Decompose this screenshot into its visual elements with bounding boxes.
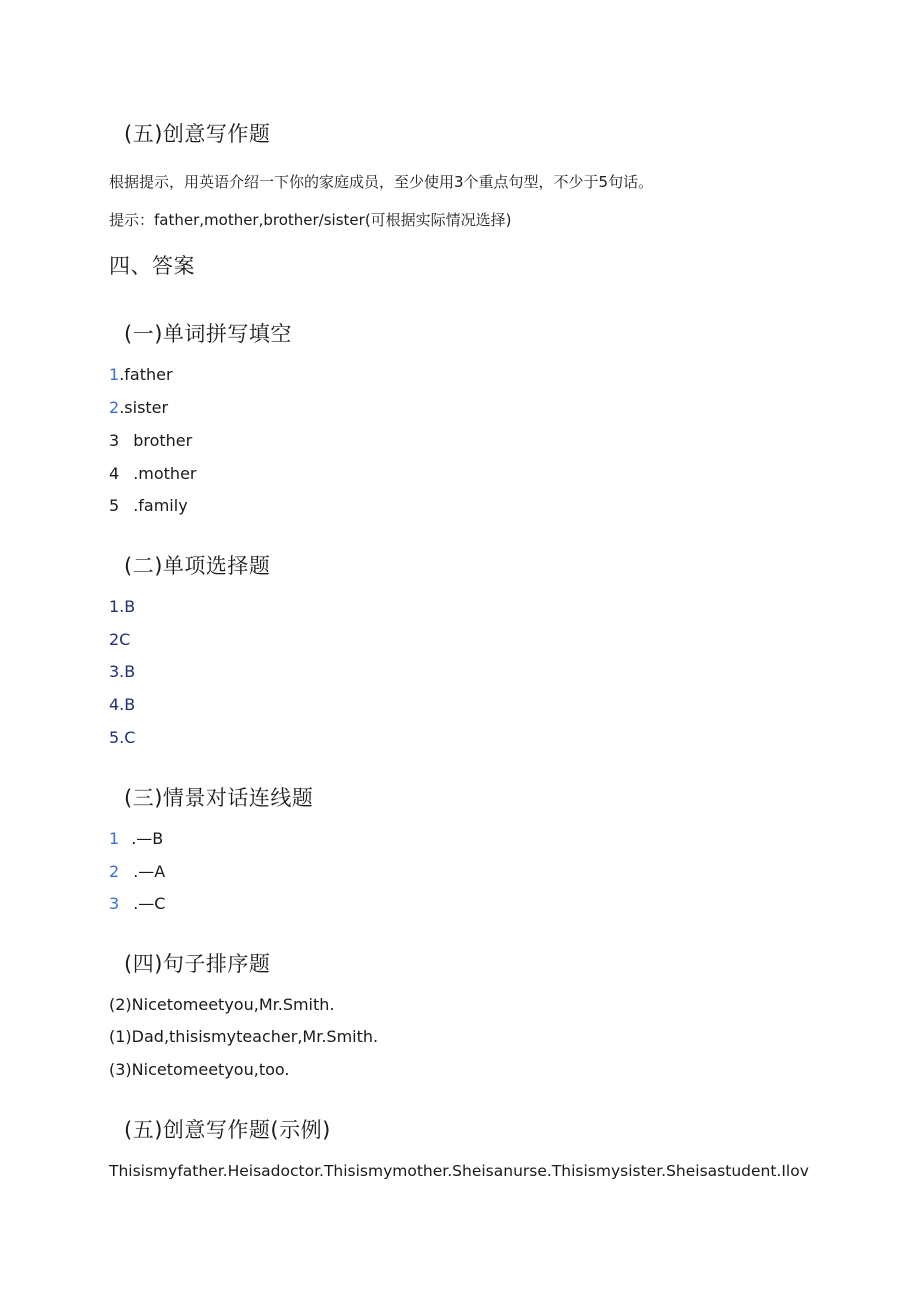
matching-answer-number: 1 [109, 829, 120, 848]
choice-answer-2: 2C [109, 630, 131, 649]
matching-answer-number: 3 [109, 894, 120, 913]
section-title-creative-example: (五)创意写作题(示例) [124, 1118, 331, 1142]
spelling-answer-2 [109, 397, 168, 419]
section-title-spelling: (一)单词拼写填空 [124, 322, 292, 346]
ordering-answer-3: (3)Nicetomeetyou,too. [109, 1060, 290, 1079]
section-title-matching: (三)情景对话连线题 [124, 786, 314, 810]
matching-answer-3 [109, 893, 165, 915]
creative-example-text: Thisismyfather.Heisadoctor.Thisismymother.Sheisanurse.Thisismysister.Sheisastudent.Ilov [109, 1162, 809, 1180]
spelling-answer-text: brother [133, 431, 193, 450]
spelling-answer-3 [109, 430, 192, 452]
spelling-answer-number: 1 [109, 365, 120, 384]
spelling-answer-separator: . [119, 398, 125, 417]
choice-answer-4: 4.B [109, 695, 136, 714]
spelling-answer-text: sister [124, 398, 169, 417]
matching-answer-number: 2 [109, 862, 120, 881]
section-title-choice: (二)单项选择题 [124, 554, 271, 578]
matching-answer-text: .—C [133, 894, 166, 913]
spelling-answer-separator: . [119, 365, 125, 384]
spelling-answer-text: .family [133, 496, 188, 515]
matching-answer-text: .—A [133, 862, 166, 881]
answers-heading: 四、答案 [109, 254, 195, 278]
spelling-answer-5 [109, 495, 188, 517]
spelling-answer-number: 3 [109, 431, 120, 450]
matching-answer-text: .—B [131, 829, 164, 848]
spelling-answer-text: father [124, 365, 173, 384]
spelling-answer-4 [109, 463, 196, 485]
choice-answer-1: 1.B [109, 597, 136, 616]
matching-answer-1 [109, 828, 163, 850]
section-title-ordering: (四)句子排序题 [124, 952, 271, 976]
ordering-answer-2: (1)Dad,thisismyteacher,Mr.Smith. [109, 1027, 379, 1046]
choice-answer-5: 5.C [109, 728, 136, 747]
spelling-answer-1 [109, 364, 173, 386]
ordering-answer-1: (2)Nicetomeetyou,Mr.Smith. [109, 995, 335, 1014]
matching-answer-2 [109, 861, 165, 883]
spelling-answer-number: 4 [109, 464, 120, 483]
spelling-answer-number: 5 [109, 496, 120, 515]
spelling-answer-text: .mother [133, 464, 197, 483]
spelling-answer-number: 2 [109, 398, 120, 417]
creative-writing-hint: 提示：father,mother,brother/sister(可根据实际情况选择) [109, 211, 512, 229]
section-title-creative-writing: (五)创意写作题 [124, 122, 271, 146]
creative-writing-instruction: 根据提示，用英语介绍一下你的家庭成员，至少使用3个重点句型，不少于5句话。 [109, 173, 654, 191]
choice-answer-3: 3.B [109, 662, 136, 681]
